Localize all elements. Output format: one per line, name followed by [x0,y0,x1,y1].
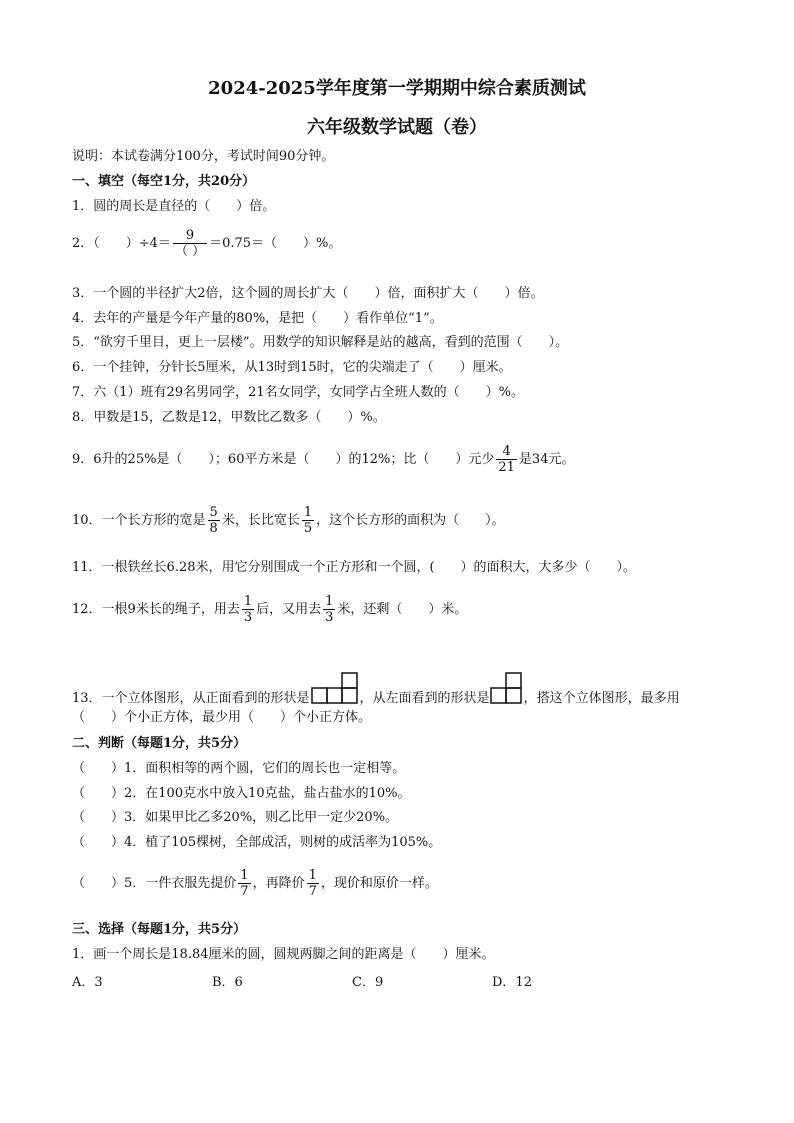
question-1-13-line2: （ ）个小正方体，最少用（ ）个小正方体。 [72,710,372,725]
question-1-3: 3．一个圆的半径扩大2倍，这个圆的周长扩大（ ）倍，面积扩大（ ）倍。 [72,286,544,301]
question-1-13: 13．一个立体图形，从正面看到的形状是 ，从左面看到的形状是 ，搭这个立体图形，最多用 [72,672,680,708]
question-1-10: 10．一个长方形的宽是 $\frac{5}{8}$ 米，长比宽长 $\frac{1}{5}$ ，这个长方形的面积为（ ）。 [72,505,505,536]
option-d: D．12 [492,975,532,990]
front-view-figure [310,672,360,706]
question-2-1: （ ）1．面积相等的两个圆，它们的周长也一定相等。 [72,761,406,776]
option-a: A．3 [72,975,103,990]
page-subtitle: 六年级数学试题（卷） [307,117,487,138]
fraction: $\frac{1}{5}$ [303,505,313,536]
question-1-6: 6．一个挂钟，分针长5厘米，从13时到15时，它的尖端走了（ ）厘米。 [72,360,512,375]
question-1-7: 7．六（1）班有29名男同学，21名女同学，女同学占全班人数的（ ）%。 [72,385,524,400]
question-1-1: 1．圆的周长是直径的（ ）倍。 [72,199,276,214]
fraction: $\frac{1}{7}$ [308,868,317,899]
question-2-3: （ ）3．如果甲比乙多20%，则乙比甲一定少20%。 [72,810,399,825]
page-title: 2024-2025学年度第一学期期中综合素质测试 [208,78,586,99]
fraction: $\frac{1}{7}$ [240,868,249,899]
question-2-5: （ ）5．一件衣服先提价 $\frac{1}{7}$ ，再降价 $\frac{1}{7}$ ，现价和原价一样。 [72,868,438,899]
section2-heading: 二、判断（每题1分，共5分） [72,736,247,751]
question-3-1: 1．画一个周长是18.84厘米的圆，圆规两脚之间的距离是（ ）厘米。 [72,947,495,962]
question-1-11: 11．一根铁丝长6.28米，用它分别围成一个正方形和一个圆，( ）的面积大，大多少（ ）。 [72,560,637,575]
fraction: $\frac{4}{21}$ [498,444,515,475]
question-1-5: 5．“欲穷千里目，更上一层楼”。用数学的知识解释是站的越高，看到的范围（ ）。 [72,335,569,350]
section1-heading: 一、填空（每空1分，共20分） [72,174,256,189]
question-1-9: 9．6升的25%是（ ）；60平方米是（ ）的12%；比（ ）元少 $\frac{4}{21}$ 是34元。 [72,444,575,475]
option-c: C．9 [352,975,384,990]
question-2-4: （ ）4．植了105棵树，全部成活，则树的成活率为105%。 [72,835,442,850]
question-1-2: 2．（ ）÷4＝ $\frac{9}{( )}$ ＝0.75＝（ ）%。 [72,228,342,259]
fraction: $\frac{1}{3}$ [325,594,334,625]
option-b: B．6 [212,975,243,990]
fraction: $\frac{5}{8}$ [209,505,218,536]
fraction: $\frac{1}{3}$ [243,594,253,625]
question-2-2: （ ）2．在100克水中放入10克盐，盐占盐水的10%。 [72,786,411,801]
left-view-figure [490,672,524,706]
section3-heading: 三、选择（每题1分，共5分） [72,922,247,937]
fraction: $\frac{9}{( )}$ [174,228,206,259]
exam-note: 说明：本试卷满分100分，考试时间90分钟。 [72,149,335,164]
question-1-12: 12．一根9米长的绳子，用去 $\frac{1}{3}$ 后，又用去 $\frac{1}{3}$ 米，还剩（ ）米。 [72,594,468,625]
question-1-8: 8．甲数是15，乙数是12，甲数比乙数多（ ）%。 [72,410,386,425]
question-1-4: 4．去年的产量是今年产量的80%，是把（ ）看作单位“1”。 [72,311,443,326]
